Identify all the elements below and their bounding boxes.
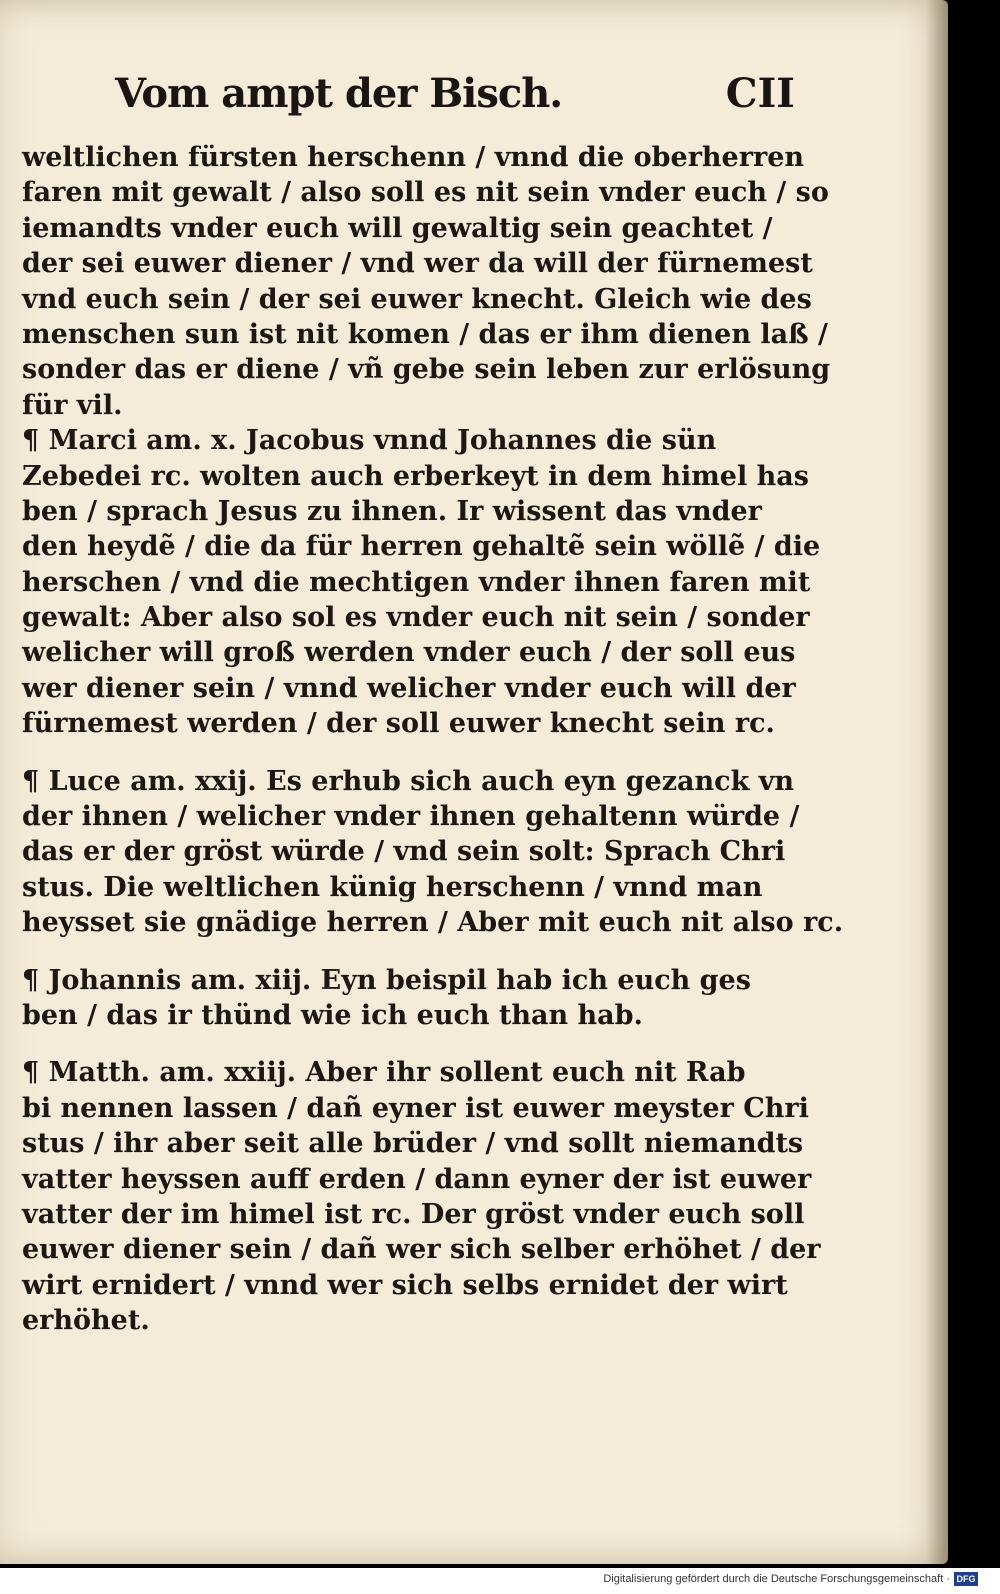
paragraph (22, 963, 780, 1034)
text-line: ¶ Luce am. xxij. Es erhub sich auch eyn gezanck vn (22, 765, 795, 797)
text-line: bi nennen lassen / dañ eyner ist euwer meyster Chri (22, 1092, 809, 1124)
page-edge-shadow (926, 0, 948, 1564)
text-line: für vil. (22, 389, 123, 421)
text-line: ¶ Johannis am. xiij. Eyn beispil hab ich euch ges (22, 964, 751, 996)
text-line: ben / sprach Jesus zu ihnen. Ir wissent das vnder (22, 495, 762, 527)
text-line: fürnemest werden / der soll euwer knecht sein rc. (22, 708, 775, 740)
text-line: wer diener sein / vnnd welicher vnder euch will der (22, 672, 796, 704)
funding-credit: Digitalisierung gefördert durch die Deutsche Forschungsgemeinschaft · (603, 1573, 950, 1585)
text-line: vatter heyssen auff erden / dann eyner der ist euwer (22, 1163, 812, 1195)
text-line: weltlichen fürsten herschenn / vnnd die oberherren (22, 142, 804, 173)
text-line: menschen sun ist nit komen / das er ihm dienen laß / (22, 318, 828, 350)
paragraph (22, 140, 831, 423)
paragraph (22, 764, 844, 941)
text-line: ¶ Matth. am. xxiij. Aber ihr sollent euch nit Rab (22, 1057, 746, 1089)
digitization-footer (0, 1568, 1000, 1594)
text-line: Zebedei rc. wolten auch erberkeyt in dem himel has (22, 460, 809, 492)
text-line: der ihnen / welicher vnder ihnen gehaltenn würde / (22, 801, 800, 833)
paragraph-gap (22, 941, 780, 963)
text-line: wirt ernidert / vnnd wer sich selbs ernidet der wirt (22, 1269, 788, 1301)
text-line: vatter der im himel ist rc. Der gröst vnder euch soll (22, 1198, 805, 1230)
page-header (115, 70, 795, 130)
text-line: euwer diener sein / dañ wer sich selber erhöhet / der (22, 1234, 821, 1266)
folio-number: CII (725, 70, 795, 117)
text-line: vnd euch sein / der sei euwer knecht. Gleich wie des (22, 283, 812, 315)
paragraph (22, 1055, 821, 1338)
text-line: ben / das ir thünd wie ich euch than hab. (22, 999, 643, 1031)
text-line: faren mit gewalt / also soll es nit sein vnder euch / so (22, 177, 829, 209)
paragraph-gap (22, 1033, 780, 1055)
body-text (22, 140, 844, 1339)
text-line: der sei euwer diener / vnd wer da will der fürnemest (22, 248, 813, 280)
running-title: Vom ampt der Bisch. (115, 70, 563, 117)
text-line: sonder das er diene / vñ gebe sein leben zur erlösung (22, 354, 831, 386)
dfg-logo-icon: DFG (954, 1572, 978, 1586)
text-line: den heydẽ / die da für herren gehaltẽ sein wöllẽ / die (22, 531, 821, 563)
text-line: herschen / vnd die mechtigen vnder ihnen faren mit (22, 566, 811, 598)
text-line: heysset sie gnädige herren / Aber mit euch nit also rc. (22, 907, 844, 939)
text-line: gewalt: Aber also sol es vnder euch nit sein / sonder (22, 602, 810, 634)
text-line: das er der gröst würde / vnd sein solt: Sprach Chri (22, 836, 786, 868)
text-line: ¶ Marci am. x. Jacobus vnnd Johannes die sün (22, 425, 717, 457)
text-line: iemandts vnder euch will gewaltig sein geachtet / (22, 212, 773, 244)
text-line: stus / ihr aber seit alle brüder / vnd sollt niemandts (22, 1128, 804, 1160)
text-line: stus. Die weltlichen künig herschenn / vnnd man (22, 871, 763, 903)
paragraph (22, 423, 821, 742)
text-line: erhöhet. (22, 1305, 150, 1337)
paragraph-gap (22, 742, 780, 764)
text-line: welicher will groß werden vnder euch / der soll eus (22, 637, 796, 669)
